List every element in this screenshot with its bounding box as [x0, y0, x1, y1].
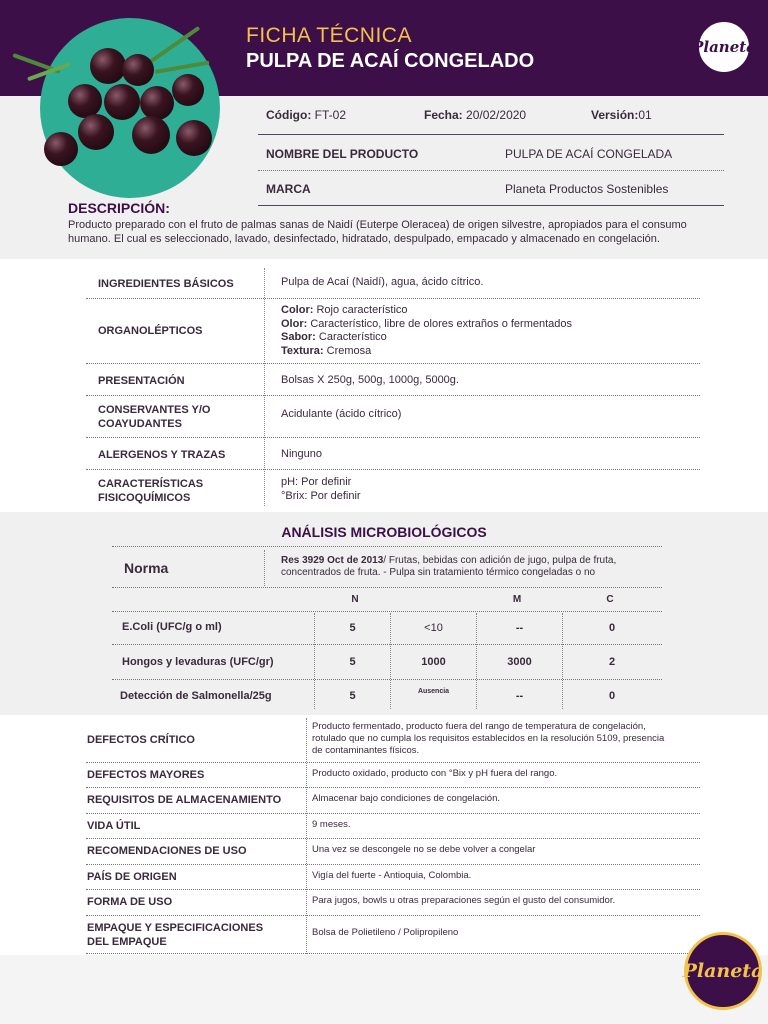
- alergenos-label: ALERGENOS Y TRAZAS: [98, 449, 226, 461]
- ingredientes-value: Pulpa de Acaí (Naidí), agua, ácido cítrico.: [281, 276, 484, 288]
- forma-uso-label: FORMA DE USO: [87, 896, 173, 908]
- organolepticos-value: Color: Rojo característico Olor: Característico, libre de olores extraños o fermentados Sabor: Característico Textura: Cremosa: [281, 304, 573, 357]
- pais-origen-value: Vigía del fuerte - Antioquia, Colombia.: [312, 870, 472, 881]
- vida-util-label: VIDA ÚTIL: [87, 820, 141, 832]
- fisicoquimicos-label: CARACTERÍSTICAS FISICOQUÍMICOS: [98, 478, 204, 504]
- norma-label: Norma: [124, 560, 169, 576]
- fecha-value: 20/02/2020: [466, 108, 527, 122]
- pais-origen-label: PAÍS DE ORIGEN: [87, 871, 177, 883]
- nombre-label: NOMBRE DEL PRODUCTO: [266, 147, 419, 161]
- conservantes-value: Acidulante (ácido cítrico): [281, 408, 402, 420]
- forma-uso-value: Para jugos, bowls u otras preparaciones según el gusto del consumidor.: [312, 895, 616, 906]
- codigo-value: FT-02: [314, 108, 347, 122]
- marca-value: Planeta Productos Sostenibles: [505, 182, 669, 196]
- conservantes-label: CONSERVANTES Y/O COAYUDANTES: [98, 404, 211, 430]
- vida-util-value: 9 meses.: [312, 819, 351, 830]
- micro-section: [0, 512, 768, 715]
- descripcion-text: Producto preparado con el fruto de palmas sanas de Naidí (Euterpe Oleracea) de origen silvestre, apropiados para el consumo humano. El cual es seleccionado, lavado, desinfectado, hidratado, despulpado, empacado y almacenado en congelación.: [68, 219, 687, 245]
- recomendaciones-label: RECOMENDACIONES DE USO: [87, 845, 247, 857]
- fisicoquimicos-value: pH: Por definir °Brix: Por definir: [281, 476, 361, 502]
- defectos-critico-value: Producto fermentado, producto fuera del rango de temperatura de congelación, rotulado que no cumpla los requisitos establecidos en la resolución 5109, presencia de contaminantes físicos.: [312, 721, 665, 756]
- version-value: 01: [638, 108, 652, 122]
- col-m: M: [512, 594, 522, 605]
- col-c: C: [606, 594, 614, 605]
- almacenamiento-label: REQUISITOS DE ALMACENAMIENTO: [87, 794, 282, 806]
- norma-text: Res 3929 Oct de 2013/ Frutas, bebidas con adición de jugo, pulpa de fruta, concentrados de fruta. - Pulpa sin tratamiento térmico congeladas o no: [281, 555, 617, 578]
- empaque-value: Bolsa de Polietileno / Polipropileno: [312, 927, 459, 938]
- descripcion-title: DESCRIPCIÓN:: [68, 200, 170, 216]
- alergenos-value: Ninguno: [281, 448, 322, 460]
- doc-type-title: FICHA TÉCNICA: [246, 24, 412, 47]
- presentacion-value: Bolsas X 250g, 500g, 1000g, 5000g.: [281, 374, 459, 386]
- ingredientes-label: INGREDIENTES BÁSICOS: [98, 278, 234, 290]
- defectos-critico-label: DEFECTOS CRÍTICO: [87, 734, 195, 746]
- product-title: PULPA DE ACAÍ CONGELADO: [246, 50, 535, 72]
- defectos-mayores-value: Producto oxidado, producto con °Bix y pH fuera del rango.: [312, 768, 558, 779]
- planeta-logo: Planeta: [697, 20, 751, 74]
- defectos-mayores-label: DEFECTOS MAYORES: [87, 769, 205, 781]
- presentacion-label: PRESENTACIÓN: [98, 375, 185, 387]
- footer-decoration: [0, 955, 768, 1024]
- nombre-value: PULPA DE ACAÍ CONGELADA: [505, 147, 673, 161]
- acai-product-image: [0, 0, 240, 200]
- empaque-label: EMPAQUE Y ESPECIFICACIONES DEL EMPAQUE: [87, 922, 264, 948]
- planeta-logo-footer: Planeta: [684, 932, 762, 1010]
- marca-label: MARCA: [266, 182, 311, 196]
- col-n: N: [351, 594, 359, 605]
- organolepticos-label: ORGANOLÉPTICOS: [98, 325, 203, 337]
- almacenamiento-value: Almacenar bajo condiciones de congelación.: [312, 793, 501, 804]
- micro-title: ANÁLISIS MICROBIOLÓGICOS: [281, 524, 487, 540]
- recomendaciones-value: Una vez se descongele no se debe volver a congelar: [312, 844, 536, 855]
